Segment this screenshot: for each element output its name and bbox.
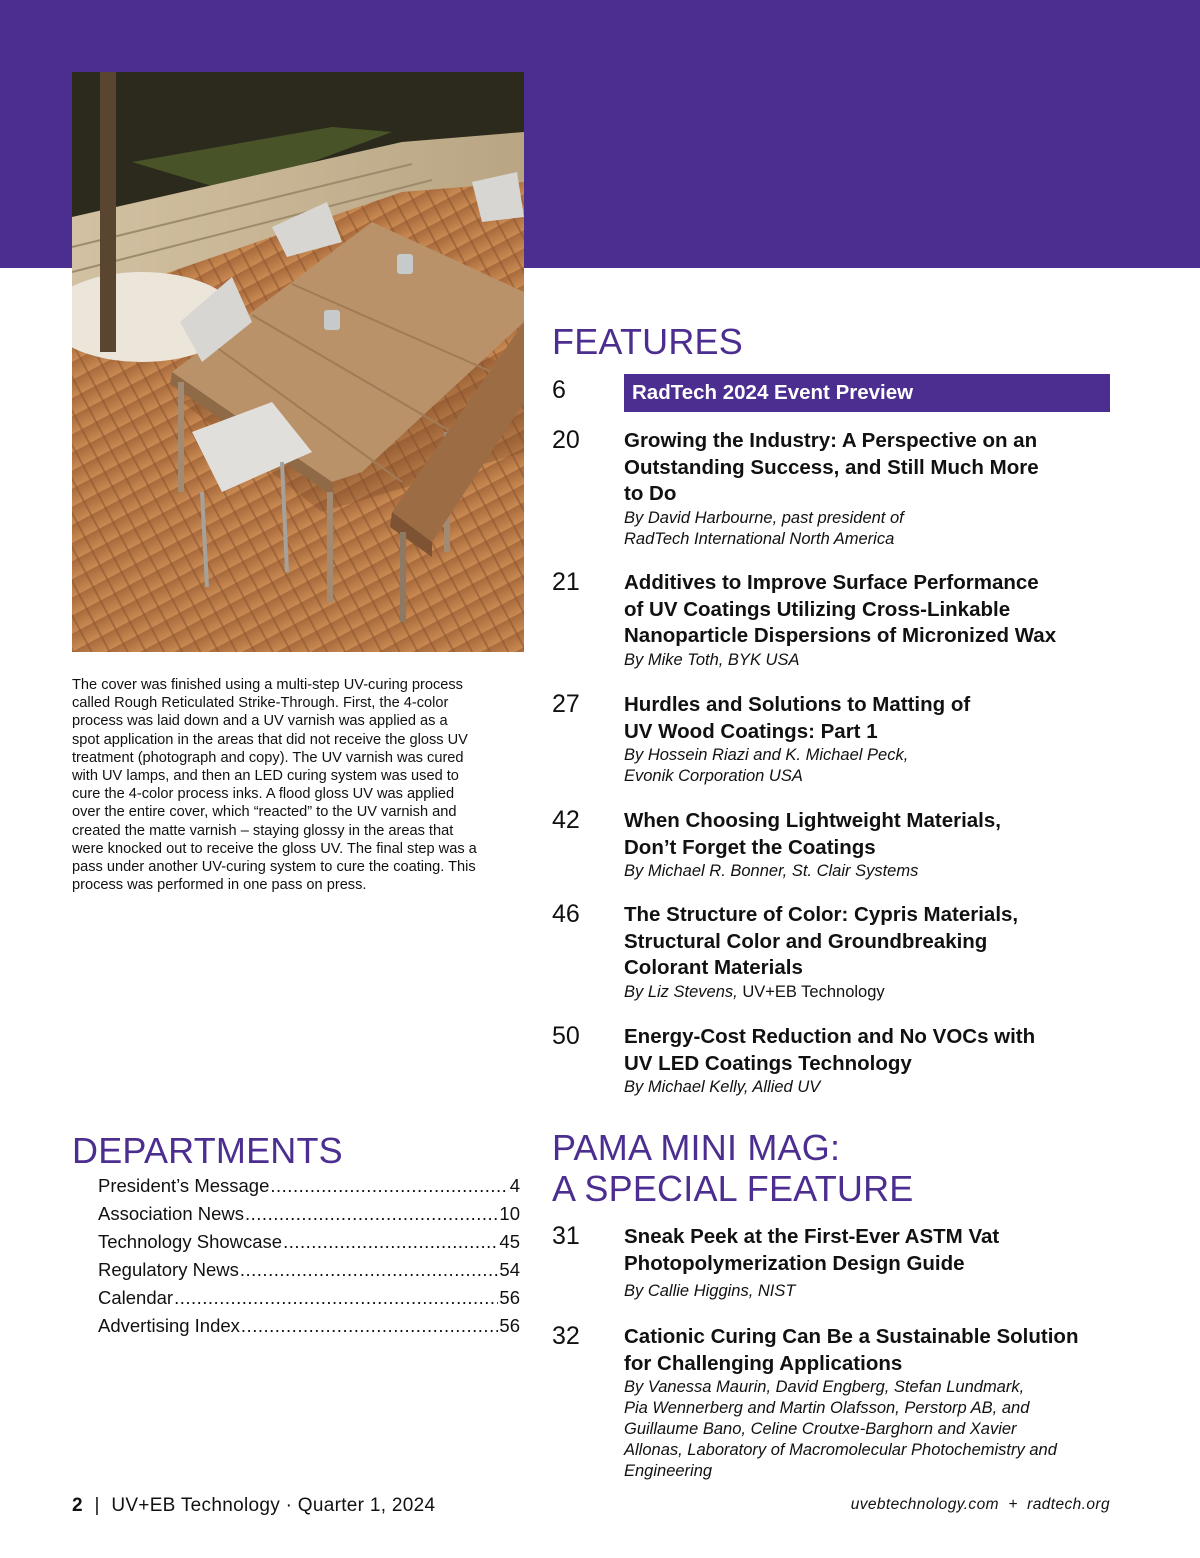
cover-photo	[72, 72, 524, 652]
article-title-line: UV Wood Coatings: Part 1	[624, 719, 878, 743]
cover-caption	[72, 676, 518, 894]
byline-line: Pia Wennerberg and Martin Olafsson, Perstorp AB, and	[624, 1399, 1030, 1417]
event-preview-banner[interactable]: RadTech 2024 Event Preview	[624, 374, 1110, 412]
article-title-line: Cationic Curing Can Be a Sustainable Solution	[624, 1325, 1079, 1348]
department-item[interactable]	[98, 1200, 520, 1228]
byline-line: Guillaume Bano, Celine Croutxe-Barghorn and Xavier	[624, 1420, 1017, 1438]
footer-separator: |	[94, 1495, 100, 1516]
department-item[interactable]	[98, 1256, 520, 1284]
department-label: Advertising Index	[98, 1315, 240, 1336]
dot-leader	[241, 1312, 499, 1340]
caption-line: spot application in the areas that did not receive the gloss UV	[72, 731, 468, 748]
pama-heading-line: A SPECIAL FEATURE	[552, 1168, 914, 1209]
footer-publication-name: UV+EB Technology · Quarter 1, 2024	[111, 1495, 436, 1516]
article-byline	[624, 982, 1112, 1003]
department-label: Association News	[98, 1203, 245, 1224]
article-title[interactable]	[624, 692, 1112, 745]
dot-leader	[270, 1172, 508, 1200]
article-title-line: Sneak Peek at the First-Ever ASTM Vat	[624, 1225, 1000, 1248]
toc-page-number: 6	[552, 376, 566, 404]
footer-publication	[72, 1495, 435, 1517]
department-label: Calendar	[98, 1287, 174, 1308]
article-title-line: The Structure of Color: Cypris Materials,	[624, 903, 1019, 926]
byline-line: Evonik Corporation USA	[624, 767, 803, 785]
article-byline	[624, 745, 1112, 787]
toc-page-number: 50	[552, 1022, 580, 1050]
byline-line: By Vanessa Maurin, David Engberg, Stefan Lundmark,	[624, 1378, 1025, 1396]
department-item[interactable]	[98, 1312, 520, 1340]
article-title-line: Energy-Cost Reduction and No VOCs with	[624, 1025, 1036, 1048]
caption-line: pass under another UV-curing system to cure the coating. This	[72, 859, 476, 876]
footer-page-number: 2	[72, 1495, 83, 1516]
departments-heading: DEPARTMENTS	[72, 1130, 343, 1171]
article-title-line: Nanoparticle Dispersions of Micronized Wax	[624, 624, 1057, 647]
article-byline	[624, 508, 1112, 550]
article-byline	[624, 861, 1112, 882]
department-item[interactable]	[98, 1284, 520, 1312]
toc-body	[624, 570, 1112, 671]
article-title[interactable]	[624, 570, 1112, 650]
pama-heading-line: PAMA MINI MAG:	[552, 1127, 841, 1168]
article-title[interactable]	[624, 1224, 1112, 1277]
department-page: 45	[499, 1231, 520, 1252]
article-title-line: Don’t Forget the Coatings	[624, 835, 876, 859]
dot-leader	[283, 1228, 498, 1256]
article-title[interactable]	[624, 428, 1112, 508]
caption-line: over the entire cover, which “reacted” to the UV varnish and	[72, 804, 457, 821]
byline-line: By Michael Kelly, Allied UV	[624, 1078, 821, 1096]
toc-body	[624, 808, 1112, 882]
toc-body	[624, 428, 1112, 550]
byline-line: Engineering	[624, 1462, 713, 1480]
department-page: 54	[499, 1259, 520, 1280]
dot-leader	[245, 1200, 498, 1228]
toc-body	[624, 692, 1112, 787]
pama-heading	[552, 1127, 914, 1209]
caption-line: cure the 4-color process inks. A flood gloss UV was applied	[72, 786, 455, 803]
article-title-line: Outstanding Success, and Still Much More	[624, 455, 1039, 479]
caption-line: The cover was finished using a multi-step UV-curing process	[72, 677, 463, 693]
cover-photo-illustration	[72, 72, 524, 652]
byline-line: By Callie Higgins, NIST	[624, 1282, 796, 1300]
article-title[interactable]	[624, 1024, 1112, 1077]
footer-websites[interactable]: uvebtechnology.com + radtech.org	[850, 1496, 1110, 1513]
department-label: Technology Showcase	[98, 1231, 283, 1252]
department-label: President’s Message	[98, 1175, 270, 1196]
toc-page-number: 27	[552, 690, 580, 718]
departments-list	[98, 1172, 520, 1340]
toc-body	[624, 1024, 1112, 1098]
byline-line: By David Harbourne, past president of	[624, 508, 904, 527]
features-heading: FEATURES	[552, 321, 743, 362]
toc-body	[624, 902, 1112, 1003]
article-title[interactable]	[624, 1324, 1124, 1377]
caption-line: process was performed in one pass on press.	[72, 877, 367, 894]
department-page: 10	[499, 1203, 520, 1224]
article-title-line: UV LED Coatings Technology	[624, 1051, 912, 1075]
toc-body	[624, 1224, 1112, 1302]
toc-page-number: 20	[552, 426, 580, 454]
article-title[interactable]	[624, 902, 1112, 982]
dot-leader	[240, 1256, 499, 1284]
department-page: 56	[499, 1287, 520, 1308]
article-title-line: Hurdles and Solutions to Matting of	[624, 693, 971, 716]
article-title-line: Photopolymerization Design Guide	[624, 1251, 965, 1275]
toc-entry-event[interactable]	[552, 378, 1112, 418]
toc-page-number: 46	[552, 900, 580, 928]
byline-line: By Mike Toth, BYK USA	[624, 650, 800, 669]
department-item[interactable]	[98, 1228, 520, 1256]
article-title-line: When Choosing Lightweight Materials,	[624, 809, 1001, 832]
article-title[interactable]	[624, 808, 1112, 861]
article-title-line: Growing the Industry: A Perspective on an	[624, 429, 1038, 452]
department-item[interactable]	[98, 1172, 520, 1200]
article-title-line: of UV Coatings Utilizing Cross-Linkable	[624, 597, 1011, 621]
toc-page-number: 42	[552, 806, 580, 834]
byline-line: By Hossein Riazi and K. Michael Peck,	[624, 746, 909, 764]
toc-page-number: 21	[552, 568, 580, 596]
caption-line: created the matte varnish – staying glossy in the areas that	[72, 822, 454, 839]
article-title-line: Colorant Materials	[624, 956, 803, 979]
byline-line: RadTech International North America	[624, 529, 895, 548]
byline-line: Allonas, Laboratory of Macromolecular Photochemistry and	[624, 1441, 1057, 1459]
byline-author: By Liz Stevens,	[624, 982, 738, 1001]
article-title-line: Structural Color and Groundbreaking	[624, 929, 988, 953]
article-title-line: to Do	[624, 482, 677, 505]
toc-page-number: 31	[552, 1222, 580, 1250]
byline-line: By Michael R. Bonner, St. Clair Systems	[624, 862, 919, 880]
department-label: Regulatory News	[98, 1259, 239, 1280]
byline-publication: UV+EB Technology	[737, 982, 885, 1001]
department-page: 56	[499, 1315, 520, 1336]
toc-page-number: 32	[552, 1322, 580, 1350]
article-byline	[624, 1281, 1112, 1302]
article-byline	[624, 1077, 1112, 1098]
caption-line: process was laid down and a UV varnish was applied as a	[72, 713, 448, 730]
article-byline	[624, 1377, 1124, 1482]
caption-line: were knocked out to receive the gloss UV. The final step was a	[72, 840, 477, 857]
caption-line: called Rough Reticulated Strike-Through. First, the 4-color	[72, 695, 449, 712]
article-title-line: Additives to Improve Surface Performance	[624, 571, 1039, 594]
article-byline	[624, 650, 1112, 671]
dot-leader	[174, 1284, 498, 1312]
article-title-line: for Challenging Applications	[624, 1351, 903, 1375]
caption-line: with UV lamps, and then an LED curing system was used to	[72, 768, 459, 785]
toc-body	[624, 1324, 1124, 1482]
department-page: 4	[509, 1175, 520, 1196]
caption-line: treatment (photograph and copy). The UV varnish was cured	[72, 749, 464, 766]
